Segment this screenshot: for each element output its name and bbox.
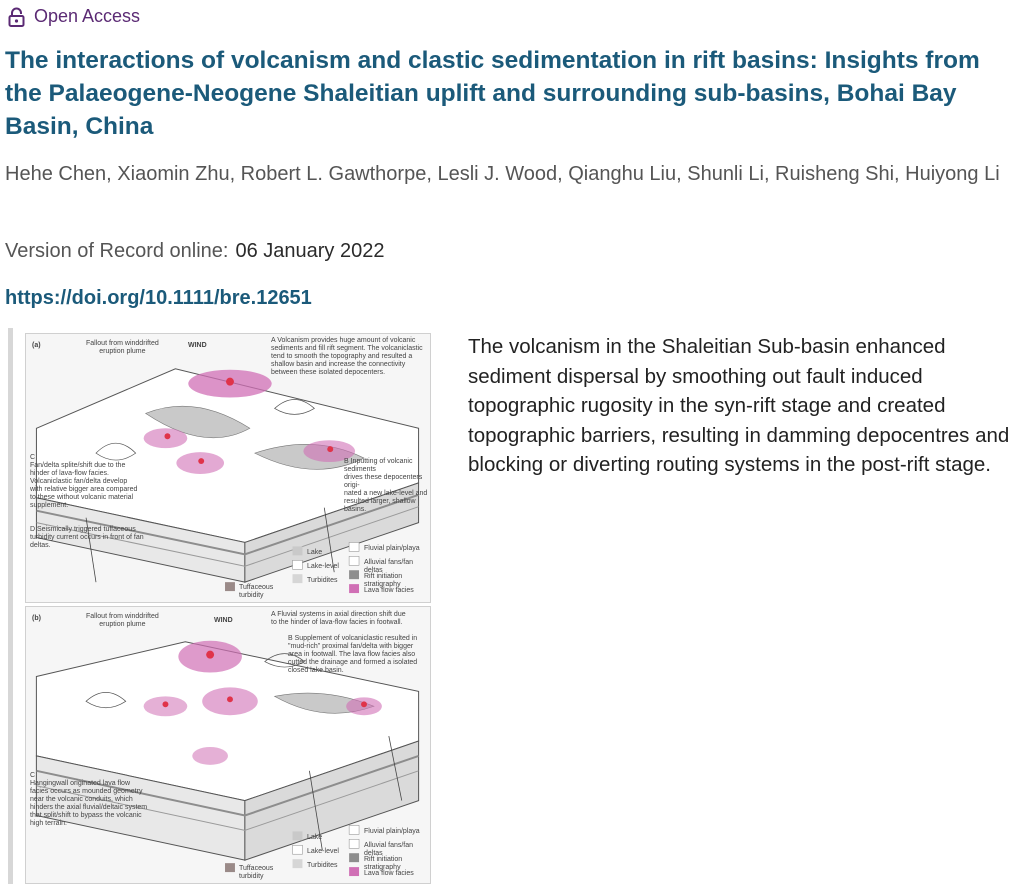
open-access-label: Open Access <box>34 6 141 26</box>
author-list: Hehe Chen, Xiaomin Zhu, Robert L. Gawthorpe, Lesli J. Wood, Qianghu Liu, Shunli Li, Ruisheng Shi, Huiyong Li <box>5 163 1000 185</box>
legend-lake-b: Lake <box>307 834 323 841</box>
legend-lake-level-b: Lake-level <box>307 848 339 855</box>
graphical-abstract-text: The volcanism in the Shaleitian Sub-basin enhanced sediment dispersal by smoothing out fault induced topographic rugosity in the syn-rift stage and created topographic barriers, resulting in damming depocentres and blocking or diverting routing systems in the post-rift stage. <box>468 335 1010 476</box>
panel-a-note-a: A Volcanism provides huge amount of volcanic sediments and fill rift segment. The volcaniclastic tend to smooth the topography and resulted a shallow basin and increase the connectivity between these isolated depocenters. <box>271 337 423 376</box>
legend-fluvial: Fluvial plain/playa <box>364 545 420 552</box>
legend-rift: Rift initiation stratigraphy <box>364 573 403 588</box>
panel-a-wind: WIND <box>188 342 207 349</box>
legend-fluvial-b: Fluvial plain/playa <box>364 828 420 835</box>
article-title[interactable]: The interactions of volcanism and clastic sedimentation in rift basins: Insights from the Palaeogene-Neogene Shaleitian uplift and surrounding sub-basins, Bohai Bay Basin, China <box>5 47 980 140</box>
panel-b-wind: WIND <box>214 617 233 624</box>
legend-tuffaceous-b: Tuffaceous turbidity <box>239 865 274 880</box>
version-date: 06 January 2022 <box>235 240 385 262</box>
legend-lava-b: Lava flow facies <box>364 870 414 877</box>
panel-b-note-a: A Fluvial systems in axial direction shift due to the hinder of lava-flow facies in footwall. <box>271 611 406 626</box>
legend-lake-level: Lake-level <box>307 563 339 570</box>
legend-rift-b: Rift initiation stratigraphy <box>364 856 403 871</box>
panel-b-label: (b) <box>32 615 41 622</box>
legend-lake: Lake <box>307 549 323 556</box>
doi-link[interactable]: https://doi.org/10.1111/bre.12651 <box>5 287 312 309</box>
lock-open-icon <box>8 7 25 27</box>
panel-a-note-b: B Inputting of volcanic sediments drives these depocenters origi- nated a new lake-level and resulted larger, shallow basins. <box>344 458 428 513</box>
legend-turbidites-b: Turbidites <box>307 862 338 869</box>
figure-panel-a[interactable] <box>25 333 431 603</box>
panel-a-label: (a) <box>32 342 41 349</box>
open-access-badge <box>8 6 140 27</box>
figure-panel-b[interactable] <box>25 606 431 884</box>
panel-a-note-d: D Seismically triggered tuffaceous turbidity current occurs in front of fan deltas. <box>30 526 144 549</box>
panel-b-fallout: Fallout from winddrifted eruption plume <box>86 613 159 628</box>
version-label: Version of Record online: <box>5 240 229 262</box>
version-of-record <box>5 240 384 263</box>
figure-scrollbar[interactable] <box>8 328 13 884</box>
legend-tuffaceous: Tuffaceous turbidity <box>239 584 274 599</box>
panel-a-fallout: Fallout from winddrifted eruption plume <box>86 340 159 355</box>
legend-alluvial-b: Alluvial fans/fan deltas <box>364 842 414 857</box>
panel-b-note-c: C Hangingwall originated lava flow facies occurs as mounded geometry near the volcanic conduits, which hinders the axial fluvial/deltaic system that split/shift to bypass the volcanic high terrain. <box>30 772 148 827</box>
panel-b-note-b: B Supplement of volcaniclastic resulted in "mud-rich" proximal fan/delta with bigger area in footwall. The lava flow facies also cutted the drainage and formed a isolated closed lake basin. <box>288 635 418 674</box>
legend-turbidites: Turbidites <box>307 577 338 584</box>
panel-a-note-c: C Fan/delta splite/shift due to the hinder of lava-flow facies. Volcaniclastic fan/delta develop with relative bigger area compared to these without volcanic material supplement. <box>30 454 138 509</box>
legend-lava: Lava flow facies <box>364 587 414 594</box>
legend-alluvial: Alluvial fans/fan deltas <box>364 559 414 574</box>
